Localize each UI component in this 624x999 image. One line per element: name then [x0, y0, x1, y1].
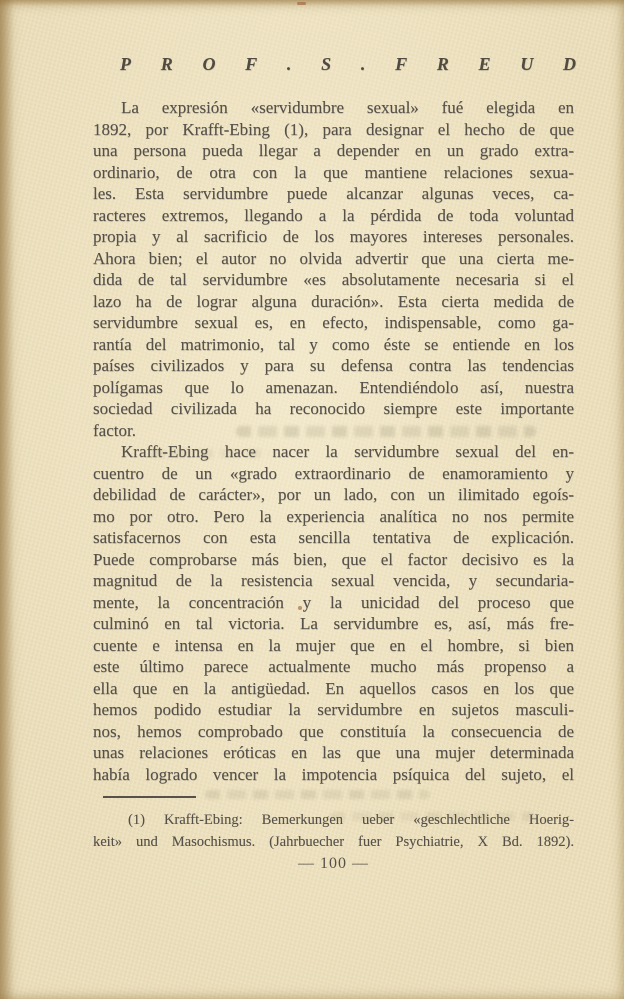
header-letter: P [120, 54, 131, 74]
header-letter: R [436, 54, 449, 74]
text-line: culminó en tal victoria. La servidumbre es, así, más fre- [93, 614, 574, 633]
bleed-through-smudge [205, 790, 430, 799]
text-line: La expresión «servidumbre sexual» fué elegida en [121, 98, 574, 117]
text-line: debilidad de carácter», por un lado, con un ilimitado egoís- [93, 485, 574, 504]
text-line: mo por otro. Pero la experiencia analítica no nos permite [93, 506, 574, 526]
header-letter: S [321, 54, 332, 74]
text-line: unas relaciones eróticas en las que una mujer determinada [93, 743, 574, 762]
text-line: países civilizados y para su defensa contra las tendencias [93, 356, 574, 375]
text-line: rantía del matrimonio, tal y como éste se entiende en los [93, 334, 574, 354]
text-line: racteres extremos, llegando a la pérdida de toda voluntad [93, 205, 574, 225]
page-left-edge-shadow [0, 0, 14, 999]
text-line: (1) Krafft-Ebing: Bemerkungen ueber «geschlechtliche Hoerig- [128, 812, 574, 828]
text-line: Ahora bien; el autor no olvida advertir que una cierta me- [93, 248, 574, 268]
text-line: dida de tal servidumbre «es absolutamente necesaria si el [93, 270, 574, 289]
text-line: este último parece actualmente mucho más propenso a [93, 657, 574, 676]
text-line: cuente e intensa en la mujer que en el hombre, si bien [93, 635, 574, 655]
text-line: polígamas que lo amenazan. Entendiéndolo así, nuestra [93, 377, 574, 397]
paper-speck [297, 2, 306, 5]
text-line: magnitud de la resistencia sexual vencida, y secundaria- [93, 571, 574, 590]
text-line: hemos podido estudiar la servidumbre en sujetos masculi- [93, 700, 574, 719]
text-line: cuentro de un «grado extraordinario de enamoramiento y [93, 463, 574, 483]
text-line: servidumbre sexual es, en efecto, indispensable, como ga- [93, 313, 574, 332]
text-line: sociedad civilizada ha reconocido siempre este importante [93, 399, 574, 418]
page-number: — 100 — [298, 855, 369, 872]
text-line: ordinario, de otra con la que mantiene relaciones sexua- [93, 162, 574, 182]
header-letter: E [478, 54, 491, 74]
footnote [93, 809, 574, 853]
text-line: keit» und Masochismus. (Jahrbuecher fuer Psychiatrie, X Bd. 1892). [93, 834, 574, 850]
text-line: factor. [93, 420, 136, 440]
header-letter: U [520, 54, 534, 74]
text-line: les. Esta servidumbre puede alcanzar algunas veces, ca- [93, 184, 574, 203]
text-line: propia y al sacrificio de los mayores intereses personales. [93, 227, 574, 246]
text-line: Krafft-Ebing hace nacer la servidumbre sexual del en- [121, 442, 574, 461]
footnote-separator-rule [103, 796, 196, 798]
page-top-edge-shadow [0, 0, 624, 6]
body-text [93, 97, 574, 785]
header-letter: . [360, 54, 366, 74]
text-line: lazo ha de lograr alguna duración». Esta cierta medida de [93, 291, 574, 311]
text-line: había logrado vencer la impotencia psíquica del sujeto, el [93, 764, 574, 784]
text-line: Puede comprobarse más bien, que el factor decisivo es la [93, 549, 574, 569]
header-letter: F [245, 54, 258, 74]
text-line: 1892, por Krafft-Ebing (1), para designar el hecho de que [93, 119, 574, 139]
header-letter: O [202, 54, 216, 74]
text-line: una persona pueda llegar a depender en un grado extra- [93, 141, 574, 160]
text-line: ella que en la antigüedad. En aquellos casos en los que [93, 678, 574, 698]
text-line: nos, hemos comprobado que constituía la consecuencia de [93, 721, 574, 741]
text-line: mente, la concentración y la unicidad del proceso que [93, 592, 574, 612]
text-line: satisfacernos con esta sencilla tentativa de explicación. [93, 528, 574, 547]
header-letter: D [563, 54, 576, 74]
running-header-author [120, 54, 576, 75]
header-letter: . [286, 54, 292, 74]
header-letter: F [395, 54, 408, 74]
header-letter: R [160, 54, 173, 74]
